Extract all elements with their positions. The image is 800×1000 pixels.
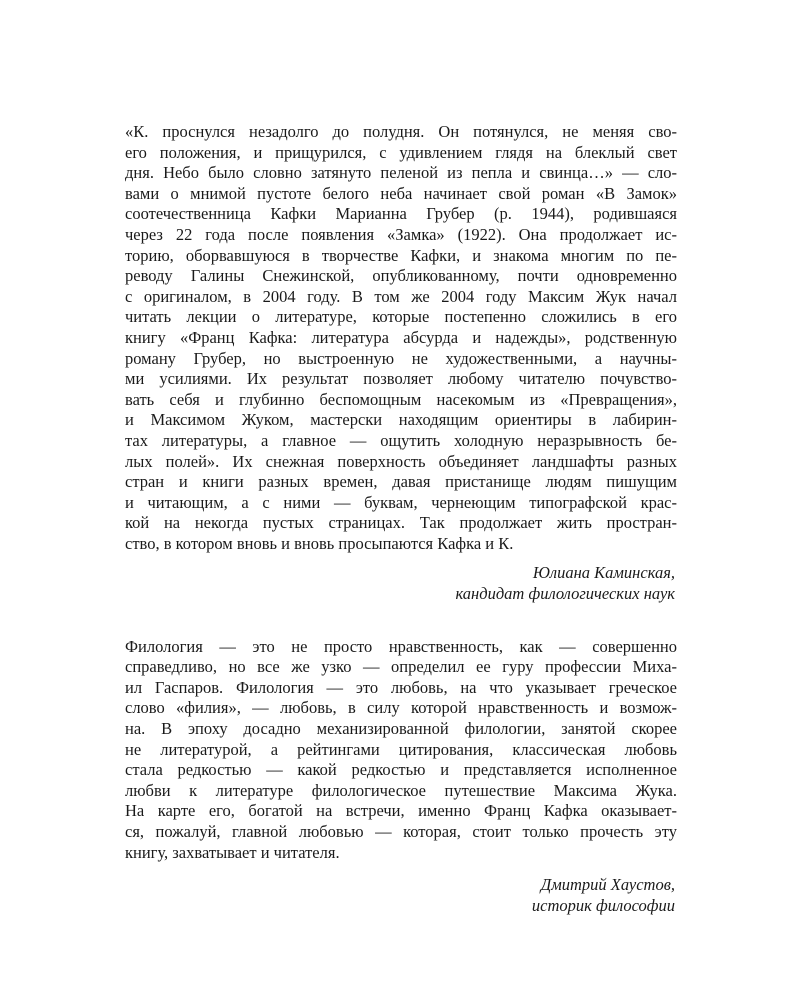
author-name: Юлиана Каминская, bbox=[532, 563, 675, 583]
page-content bbox=[125, 122, 677, 916]
text-line: дня. Небо было словно затянуто пеленой из пепла и свинца…» — сло- bbox=[125, 163, 677, 183]
text-line: читать лекции о литературе, которые постепенно сложились в его bbox=[125, 307, 677, 327]
text-line: не литературой, а рейтингами цитирования, классическая любовь bbox=[125, 739, 677, 759]
signature-block-kaminskaya bbox=[125, 563, 677, 604]
author-title: кандидат филологических наук bbox=[455, 584, 675, 604]
author-name: Дмитрий Хаустов, bbox=[540, 875, 675, 895]
text-line: Филология — это не просто нравственность, как — совершенно bbox=[125, 636, 677, 656]
author-title: историк философии bbox=[531, 895, 675, 915]
review-paragraph-kaminskaya bbox=[125, 122, 677, 554]
text-line: реводу Галины Снежинской, опубликованному, почти одновременно bbox=[125, 266, 677, 286]
text-line: справедливо, но все же узко — определил ее гуру профессии Миха- bbox=[125, 657, 677, 677]
signature-block-khaustov bbox=[125, 875, 677, 916]
text-line: «К. проснулся незадолго до полудня. Он потянулся, не меняя сво- bbox=[125, 122, 677, 141]
text-line: На карте его, богатой на встречи, именно Франц Кафка оказывает- bbox=[125, 801, 677, 821]
text-line: ми усилиями. Их результат позволяет любому читателю почувство- bbox=[125, 369, 677, 389]
text-line: слово «филия», — любовь, в силу которой нравственность и возмож- bbox=[125, 698, 677, 718]
text-line: кой на некогда пустых страницах. Так продолжает жить простран- bbox=[125, 513, 677, 533]
text-line: любви к литературе филологическое путешествие Максима Жука. bbox=[125, 780, 677, 800]
text-line: и Максимом Жуком, мастерски находящим ориентиры в лабирин- bbox=[125, 410, 677, 430]
text-line: вами о мнимой пустоте белого неба начинает свой роман «В Замок» bbox=[125, 183, 677, 203]
text-line: лых полей». Их снежная поверхность объединяет ландшафты разных bbox=[125, 451, 677, 471]
text-line: ил Гаспаров. Филология — это любовь, на что указывает греческое bbox=[125, 677, 677, 697]
text-line: его положения, и прищурился, с удивлением глядя на блеклый свет bbox=[125, 142, 677, 162]
text-line: с оригиналом, в 2004 году. В том же 2004 году Максим Жук начал bbox=[125, 286, 677, 306]
text-line: книгу, захватывает и читателя. bbox=[125, 842, 340, 862]
text-line: ство, в котором вновь и вновь просыпаются Кафка и К. bbox=[125, 533, 514, 553]
text-line: через 22 года после появления «Замка» (1922). Она продолжает ис- bbox=[125, 224, 677, 244]
text-line: торию, оборвавшуюся в творчестве Кафки, и знакома многим по пе- bbox=[125, 245, 677, 265]
text-line: на. В эпоху досадно механизированной филологии, занятой скорее bbox=[125, 719, 677, 739]
text-line: вать себя и глубинно беспомощным насекомым из «Превращения», bbox=[125, 389, 677, 409]
text-line: стран и книги разных времен, давая пристанище людям пишущим bbox=[125, 472, 677, 492]
text-line: роману Грубер, но выстроенную не художественными, а научны- bbox=[125, 348, 677, 368]
text-line: тах литературы, а главное — ощутить холодную неразрывность бе- bbox=[125, 430, 677, 450]
text-line: стала редкостью — какой редкостью и представляется исполненное bbox=[125, 760, 677, 780]
text-line: соотечественница Кафки Марианна Грубер (р. 1944), родившаяся bbox=[125, 204, 677, 224]
text-line: ся, пожалуй, главной любовью — которая, стоит только прочесть эту bbox=[125, 822, 677, 841]
review-paragraph-khaustov bbox=[125, 637, 677, 864]
text-line: и читающим, а с ними — буквам, чернеющим типографской крас- bbox=[125, 492, 677, 512]
text-line: книгу «Франц Кафка: литература абсурда и надежды», родственную bbox=[125, 327, 677, 347]
